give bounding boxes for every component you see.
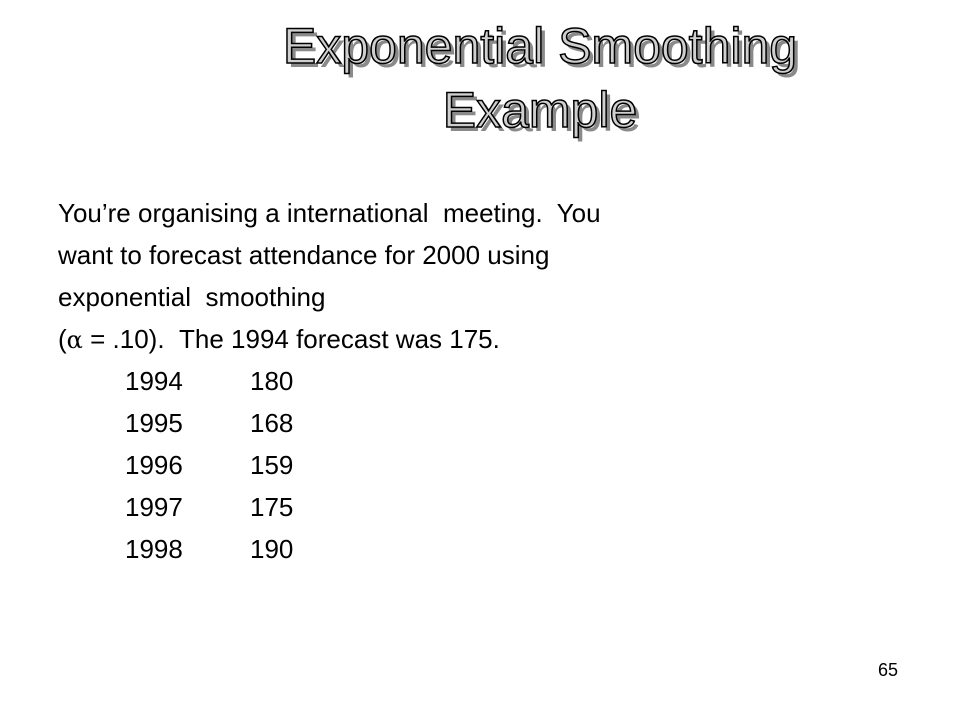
table-row [125,402,330,444]
year-cell: 1997 [125,492,183,522]
attendance-table [125,360,330,570]
table-row [125,486,330,528]
problem-statement [58,192,778,361]
attendance-cell: 159 [250,450,294,480]
table-row [125,444,330,486]
alpha-symbol: α [66,326,83,354]
slide-title [160,14,920,142]
slide-title-line-1: Exponential Smoothing [282,18,798,74]
problem-line-3: exponential smoothing [58,282,326,312]
table-row [125,360,330,402]
page-number: 65 [878,660,899,680]
year-cell: 1995 [125,408,183,438]
attendance-cell: 190 [250,534,294,564]
year-cell: 1994 [125,366,183,396]
problem-line-2: want to forecast attendance for 2000 using [58,240,550,270]
year-cell: 1998 [125,534,183,564]
open-paren: ( [58,324,67,354]
table-row [125,528,330,570]
problem-line-1: You’re organising a international meeting. You [58,198,601,228]
attendance-cell: 168 [250,408,294,438]
attendance-cell: 175 [250,492,294,522]
slide-title-line-2: Example [442,82,638,138]
year-cell: 1996 [125,450,183,480]
problem-line-4-text: = .10). The 1994 forecast was 175. [82,324,500,354]
attendance-cell: 180 [250,366,294,396]
problem-line-4 [58,318,778,361]
